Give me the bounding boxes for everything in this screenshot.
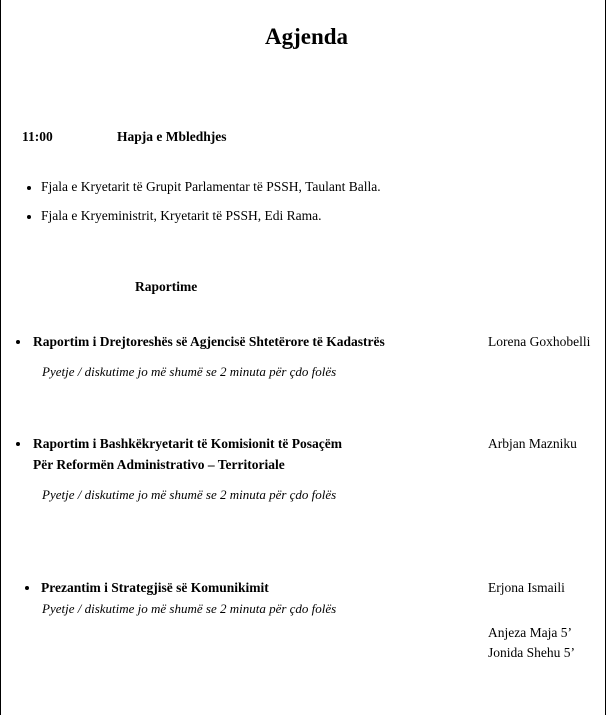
- bullet-icon: [25, 586, 29, 590]
- report-item-2-title-line-1: Raportim i Bashkëkryetarit të Komisionit të Posaçëm: [33, 436, 342, 451]
- report-item-3-speaker-1: Anjeza Maja 5’: [488, 625, 572, 640]
- bullet-icon: [27, 186, 31, 190]
- bullet-icon: [27, 215, 31, 219]
- opening-session-title: Hapja e Mbledhjes: [117, 129, 227, 144]
- bullet-icon: [16, 442, 20, 446]
- opening-speech-1: Fjala e Kryetarit të Grupit Parlamentar të PSSH, Taulant Balla.: [41, 179, 381, 194]
- report-item-3-note: Pyetje / diskutime jo më shumë se 2 minuta për çdo folës: [42, 601, 337, 616]
- report-item-1-title: Raportim i Drejtoreshës së Agjencisë Shtetërore të Kadastrës: [33, 334, 385, 349]
- report-item-3-speaker-2: Jonida Shehu 5’: [488, 645, 575, 660]
- bullet-icon: [16, 340, 20, 344]
- page-title: Agjenda: [264, 24, 349, 49]
- opening-time: 11:00: [22, 129, 53, 144]
- report-item-2-title-line-2: Për Reformën Administrativo – Territoriale: [33, 457, 285, 472]
- report-item-2-presenter: Arbjan Mazniku: [488, 436, 577, 451]
- reports-heading: Raportime: [135, 279, 198, 294]
- report-item-1-note: Pyetje / diskutime jo më shumë se 2 minuta për çdo folës: [42, 364, 337, 379]
- report-item-3-presenter: Erjona Ismaili: [488, 580, 565, 595]
- opening-speech-2: Fjala e Kryeministrit, Kryetarit të PSSH, Edi Rama.: [41, 208, 322, 223]
- report-item-2-note: Pyetje / diskutime jo më shumë se 2 minuta për çdo folës: [42, 487, 337, 502]
- page-border-right: [605, 0, 606, 715]
- report-item-1-presenter: Lorena Goxhobelli: [488, 334, 591, 349]
- report-item-3-title: Prezantim i Strategjisë së Komunikimit: [41, 580, 269, 595]
- page-border-left: [0, 0, 1, 715]
